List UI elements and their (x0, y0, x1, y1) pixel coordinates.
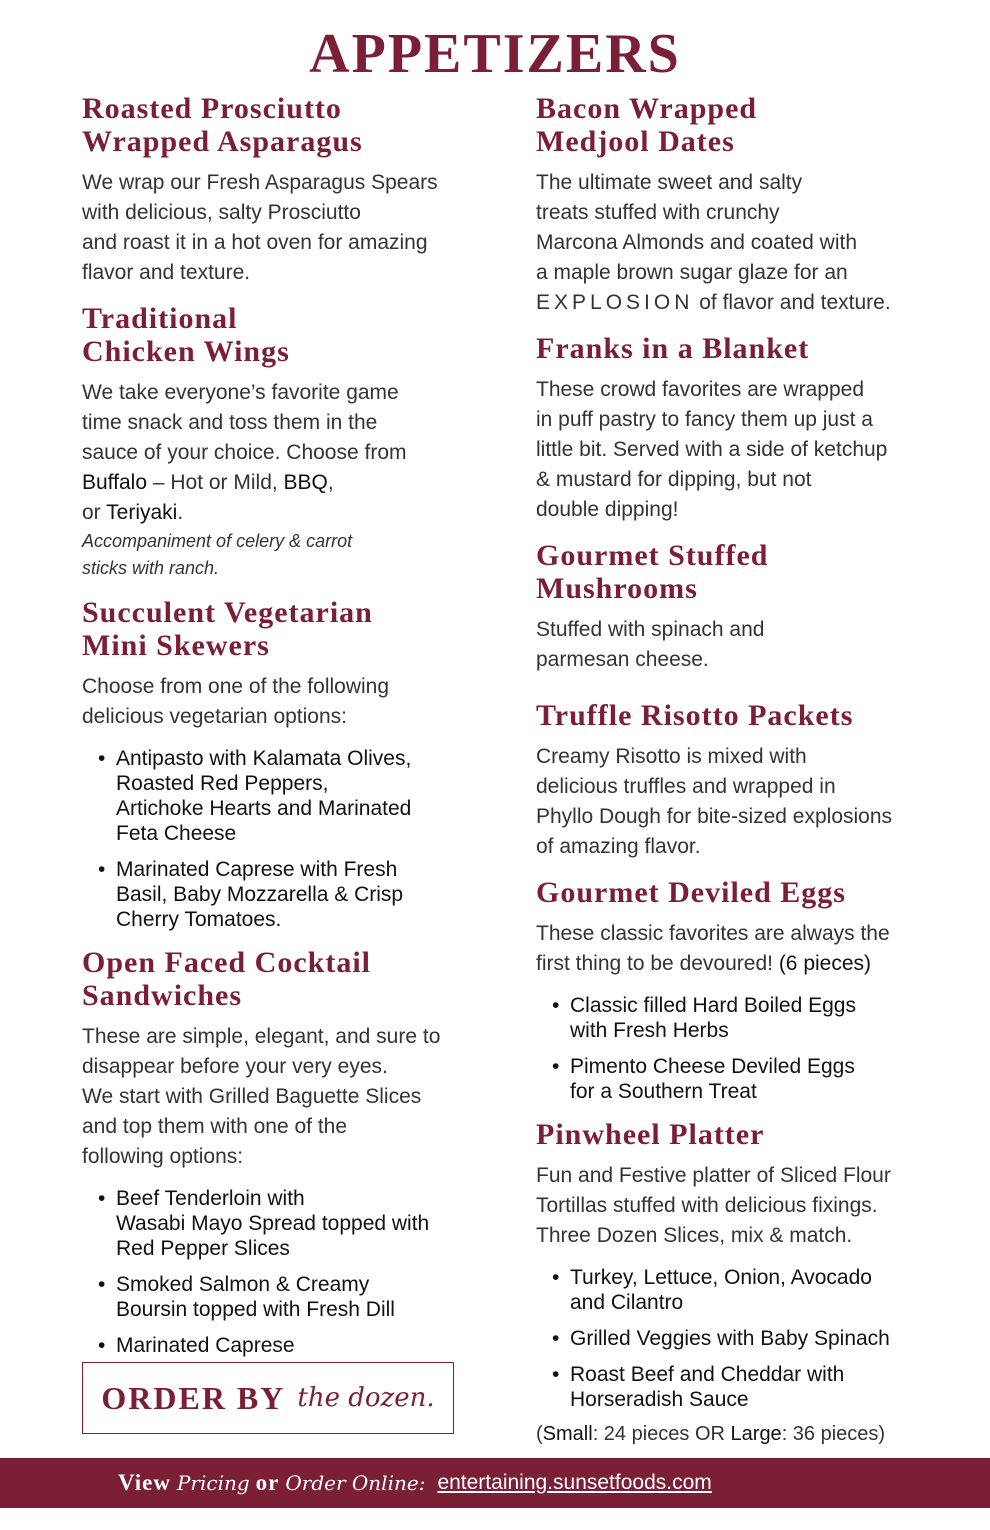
item-title: Open Faced Cocktail Sandwiches (82, 946, 371, 1012)
item-description: Fun and Festive platter of Sliced Flour Tortillas stuffed with delicious fixings. Three Dozen Slices, mix & match. (536, 1164, 891, 1247)
page-title: APPETIZERS (309, 23, 681, 85)
option-list (536, 1265, 921, 1412)
list-item: • Grilled Veggies with Baby Spinach (552, 1326, 921, 1351)
footer-or: or (255, 1470, 280, 1495)
item-description: Creamy Risotto is mixed with delicious truffles and wrapped in Phyllo Dough for bite-sized explosions of amazing flavor. (536, 745, 893, 858)
item-description: These classic favorites are always the first thing to be devoured! (6 pieces) (536, 922, 890, 975)
footer-view: View (118, 1470, 171, 1495)
item-title: Truffle Risotto Packets (536, 699, 854, 732)
item-title: Franks in a Blanket (536, 332, 810, 365)
option-list (82, 746, 472, 932)
sauce-teriyaki: Teriyaki (106, 501, 178, 524)
item-description: Choose from one of the following delicious vegetarian options: (82, 675, 390, 728)
menu-item-prosciutto-asparagus (82, 92, 472, 288)
size-note: (Small: 24 pieces OR Large: 36 pieces) (536, 1423, 886, 1445)
list-item: • Turkey, Lettuce, Onion, Avocado and Cilantro (552, 1265, 921, 1315)
footer-pricing: Pricing (176, 1471, 250, 1495)
sauce-buffalo: Buffalo (82, 471, 147, 494)
item-title: Bacon Wrapped Medjool Dates (536, 92, 758, 158)
list-item: • Pimento Cheese Deviled Eggs for a Southern Treat (552, 1054, 921, 1104)
explosion-word: EXPLOSION (536, 291, 694, 314)
item-title: Pinwheel Platter (536, 1118, 765, 1151)
option-list (82, 1186, 472, 1358)
sauce-bbq: BBQ (283, 471, 328, 494)
order-by-text: ORDER BY (101, 1379, 286, 1416)
the-dozen-text: the dozen. (297, 1383, 435, 1413)
footer-order-online: Order Online: (285, 1471, 426, 1495)
option-list (536, 993, 921, 1104)
footer-bar (0, 1458, 990, 1508)
item-description: Stuffed with spinach and parmesan cheese. (536, 618, 765, 671)
menu-item-pinwheel-platter (536, 1118, 921, 1447)
menu-item-chicken-wings (82, 302, 472, 582)
item-title: Traditional Chicken Wings (82, 302, 290, 368)
list-item: • Marinated Caprese with Fresh Basil, Baby Mozzarella & Crisp Cherry Tomatoes. (98, 857, 472, 932)
item-description: These are simple, elegant, and sure to disappear before your very eyes. We start with Grilled Baguette Slices and top them with one of the following options: (82, 1025, 441, 1168)
menu-item-bacon-dates (536, 92, 921, 318)
list-item: • Roast Beef and Cheddar with Horseradish Sauce (552, 1362, 921, 1412)
list-item: • Beef Tenderloin with Wasabi Mayo Spread topped with Red Pepper Slices (98, 1186, 472, 1261)
menu-item-franks-blanket (536, 332, 921, 525)
right-column (536, 92, 921, 1461)
large-label: Large (730, 1423, 782, 1445)
item-title: Gourmet Stuffed Mushrooms (536, 539, 769, 605)
list-item: • Smoked Salmon & Creamy Boursin topped with Fresh Dill (98, 1272, 472, 1322)
item-description: We take everyone’s favorite game time snack and toss them in the sauce of your choice. Choose from Buffalo – Hot or Mild, BBQ, or Teriyaki. (82, 381, 407, 524)
pieces-count: (6 pieces) (778, 952, 872, 975)
footer-website-link[interactable]: entertaining.sunsetfoods.com (437, 1471, 712, 1494)
list-item: • Marinated Caprese (98, 1333, 472, 1358)
menu-item-cocktail-sandwiches (82, 946, 472, 1358)
menu-item-truffle-risotto (536, 699, 921, 862)
small-label: Small (542, 1423, 593, 1445)
list-item: • Antipasto with Kalamata Olives, Roasted Red Peppers, Artichoke Hearts and Marinated Feta Cheese (98, 746, 472, 846)
item-title: Gourmet Deviled Eggs (536, 876, 846, 909)
order-by-dozen-badge (82, 1362, 454, 1434)
item-title: Roasted Prosciutto Wrapped Asparagus (82, 92, 363, 158)
item-description: These crowd favorites are wrapped in puff pastry to fancy them up just a little bit. Served with a side of ketchup & mustard for dipping, but not double dipping! (536, 378, 888, 521)
item-title: Succulent Vegetarian Mini Skewers (82, 596, 373, 662)
menu-item-vegetarian-skewers (82, 596, 472, 932)
menu-item-deviled-eggs (536, 876, 921, 1104)
item-description: The ultimate sweet and salty treats stuffed with crunchy Marcona Almonds and coated with a maple brown sugar glaze for an EXPLOSION of flavor and texture. (536, 171, 891, 314)
item-note: Accompaniment of celery & carrot sticks with ranch. (82, 531, 353, 578)
item-description: We wrap our Fresh Asparagus Spears with delicious, salty Prosciutto and roast it in a hot oven for amazing flavor and texture. (82, 171, 438, 284)
menu-item-stuffed-mushrooms (536, 539, 921, 675)
list-item: • Classic filled Hard Boiled Eggs with Fresh Herbs (552, 993, 921, 1043)
left-column (82, 92, 472, 1372)
